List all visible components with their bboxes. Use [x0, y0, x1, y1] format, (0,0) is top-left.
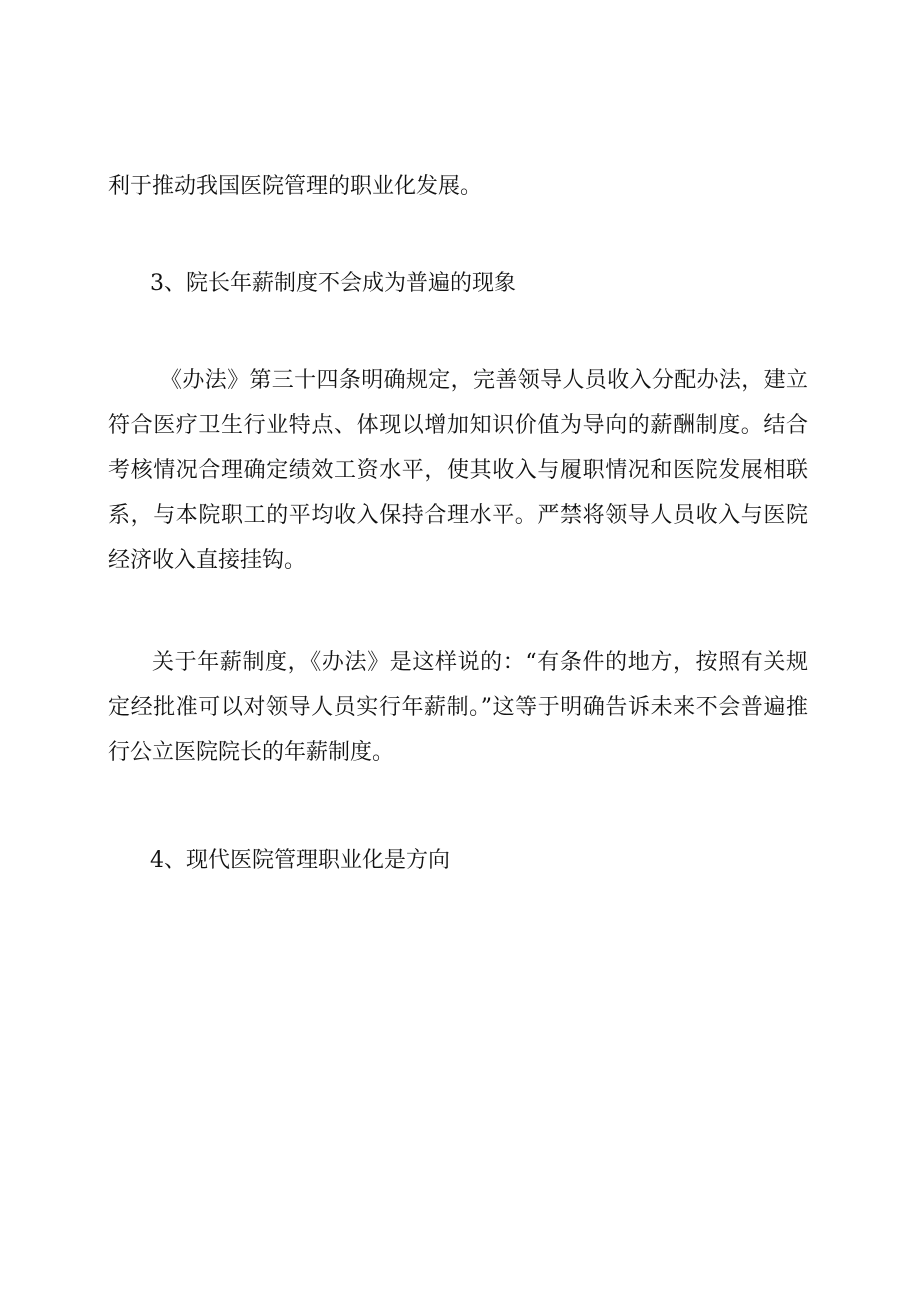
paragraph-1: 《办法》第三十四条明确规定，完善领导人员收入分配办法，建立符合医疗卫生行业特点、体现以增加知识价值为导向的薪酬制度。结合考核情况合理确定绩效工资水平，使其收入与履职情况和医院发展相联系，与本院职工的平均收入保持合理水平。严禁将领导人员收入与医院经济收入直接挂钩。 — [108, 368, 808, 573]
paragraph-2: 关于年薪制度，《办法》是这样说的：“有条件的地方，按照有关规定经批准可以对领导人员实行年薪制。”这等于明确告诉未来不会普遍推行公立医院院长的年薪制度。 — [108, 650, 808, 765]
section-heading-4: 4、现代医院管理职业化是方向 — [150, 848, 450, 873]
section-heading-3: 3、院长年薪制度不会成为普遍的现象 — [150, 271, 516, 296]
lead-line: 利于推动我国医院管理的职业化发展。 — [108, 174, 483, 199]
